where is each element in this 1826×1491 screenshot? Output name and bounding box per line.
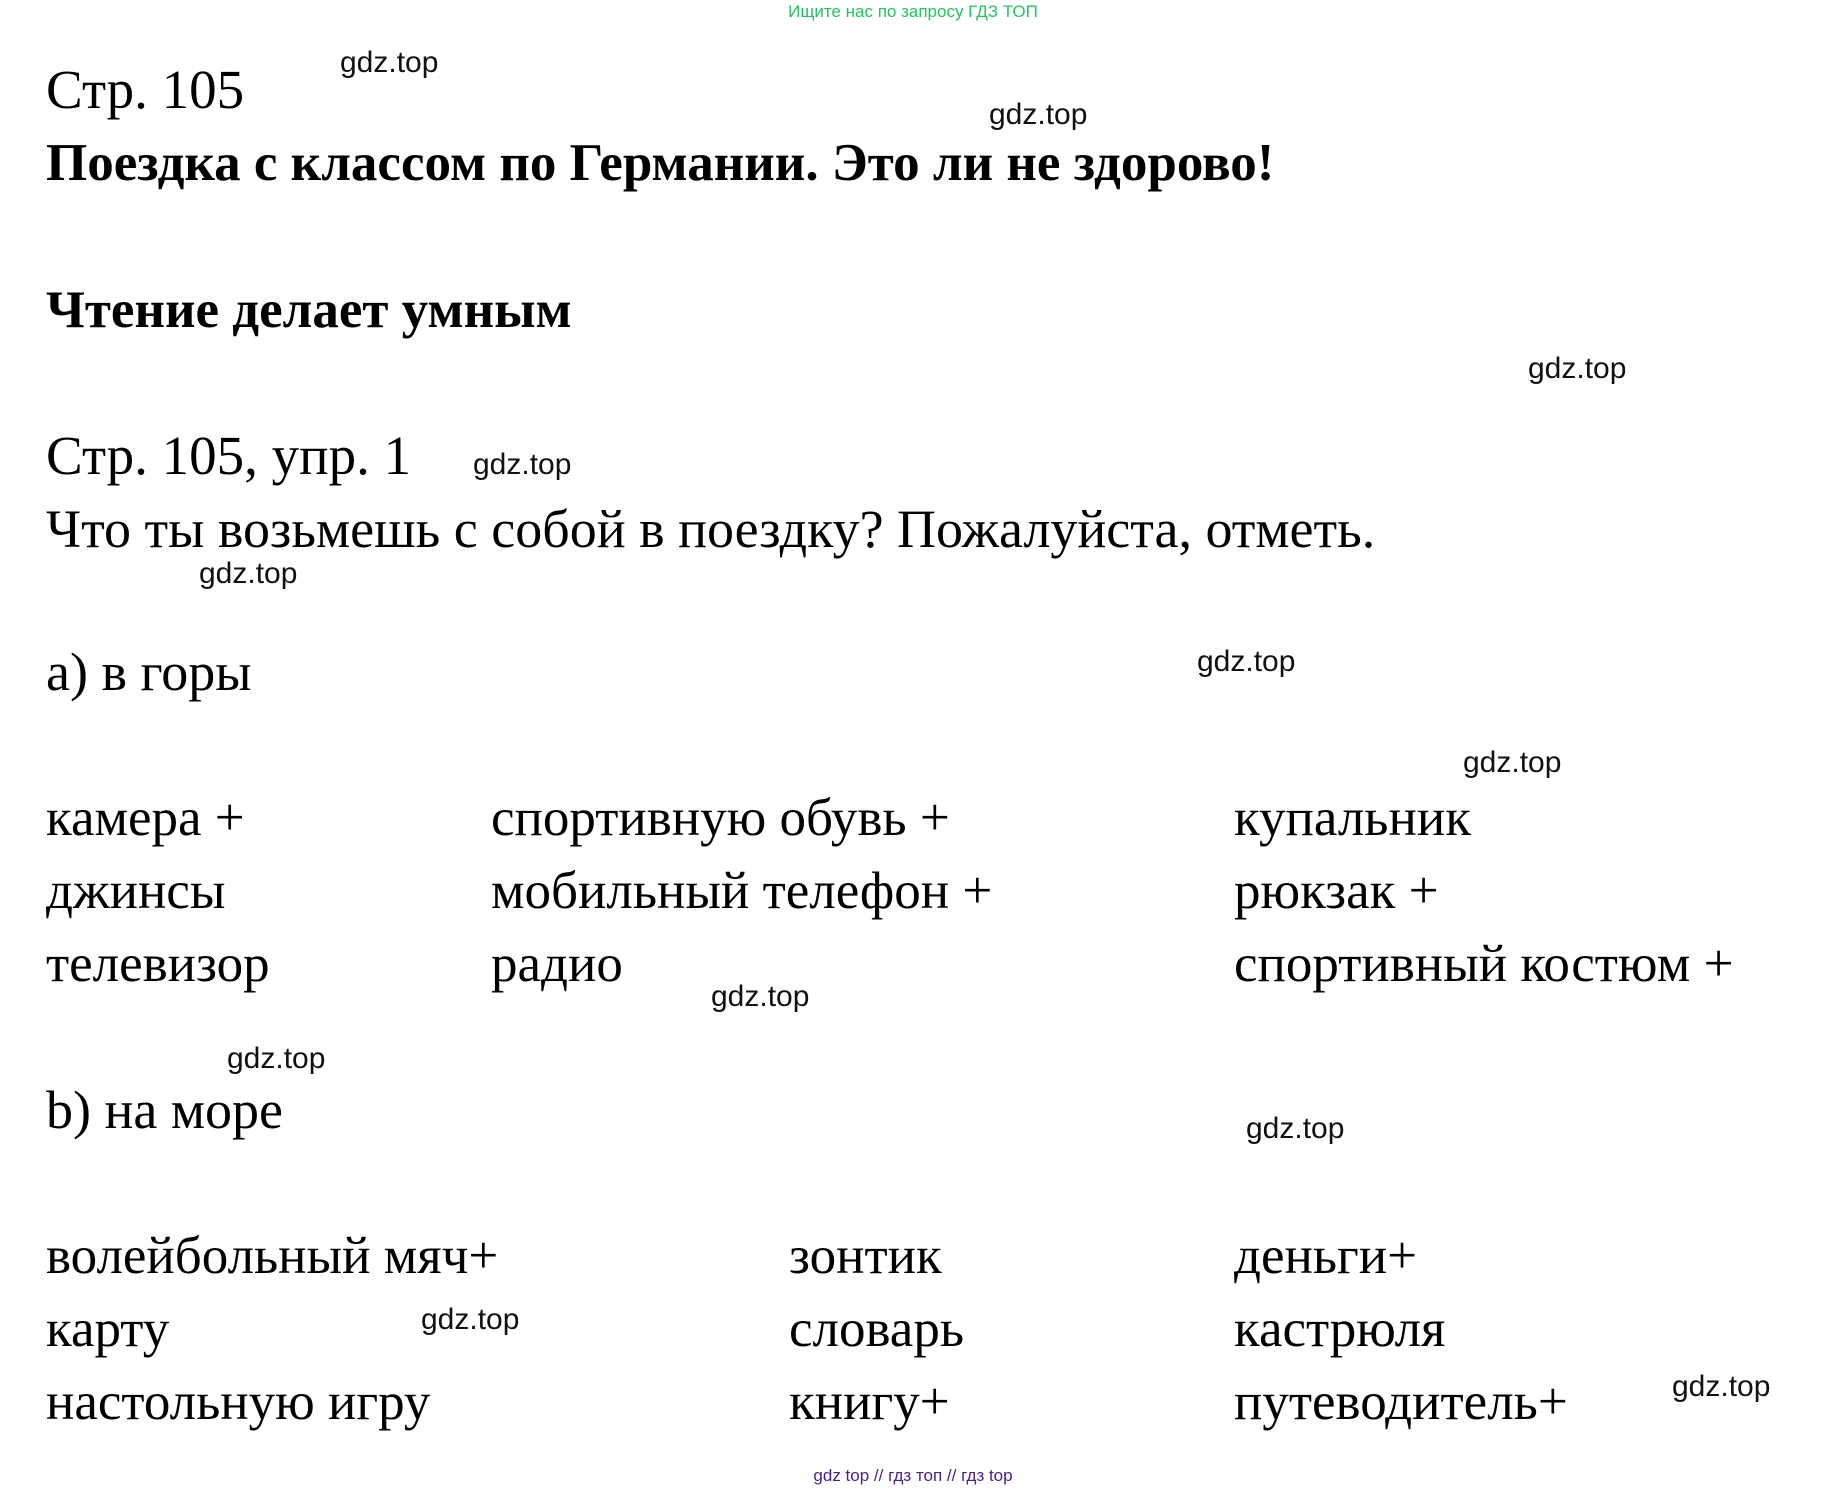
- watermark: gdz.top: [1672, 1370, 1771, 1403]
- footer-links: gdz top // гдз топ // гдз top: [813, 1466, 1013, 1485]
- watermark: gdz.top: [199, 557, 298, 590]
- exercise-reference: Стр. 105, упр. 1: [46, 425, 412, 486]
- watermark: gdz.top: [1528, 352, 1627, 385]
- watermark: gdz.top: [421, 1303, 520, 1336]
- watermark: gdz.top: [1246, 1112, 1345, 1145]
- list-item: настольную игру: [46, 1373, 431, 1431]
- list-item: словарь: [789, 1300, 964, 1358]
- section-subtitle: Чтение делает умным: [46, 281, 572, 339]
- watermark: gdz.top: [340, 46, 439, 79]
- list-item: спортивный костюм +: [1234, 935, 1734, 993]
- list-item: путеводитель+: [1234, 1373, 1568, 1431]
- list-item: рюкзак +: [1234, 862, 1439, 920]
- page-reference: Стр. 105: [46, 59, 245, 120]
- list-item: зонтик: [789, 1227, 942, 1285]
- list-item: джинсы: [46, 862, 226, 920]
- exercise-question: Что ты возьмешь с собой в поездку? Пожалуйста, отметь.: [46, 499, 1376, 559]
- top-banner: Ищите нас по запросу ГДЗ ТОП: [788, 2, 1038, 21]
- list-item: книгу+: [789, 1373, 950, 1431]
- list-item: радио: [491, 935, 623, 993]
- watermark: gdz.top: [227, 1042, 326, 1075]
- list-item: мобильный телефон +: [491, 862, 993, 920]
- watermark: gdz.top: [1463, 746, 1562, 779]
- list-item: купальник: [1234, 789, 1471, 847]
- list-item: волейбольный мяч+: [46, 1227, 499, 1285]
- list-item: карту: [46, 1300, 170, 1358]
- section-a-label: a) в горы: [46, 642, 252, 702]
- list-item: спортивную обувь +: [491, 789, 950, 847]
- watermark: gdz.top: [711, 980, 810, 1013]
- watermark: gdz.top: [1197, 645, 1296, 678]
- section-b-label: b) на море: [46, 1080, 283, 1140]
- list-item: телевизор: [46, 935, 270, 993]
- page-title: Поездка с классом по Германии. Это ли не здорово!: [46, 134, 1275, 192]
- list-item: кастрюля: [1234, 1300, 1446, 1358]
- watermark: gdz.top: [989, 98, 1088, 131]
- list-item: камера +: [46, 789, 245, 847]
- watermark: gdz.top: [473, 448, 572, 481]
- list-item: деньги+: [1234, 1227, 1418, 1285]
